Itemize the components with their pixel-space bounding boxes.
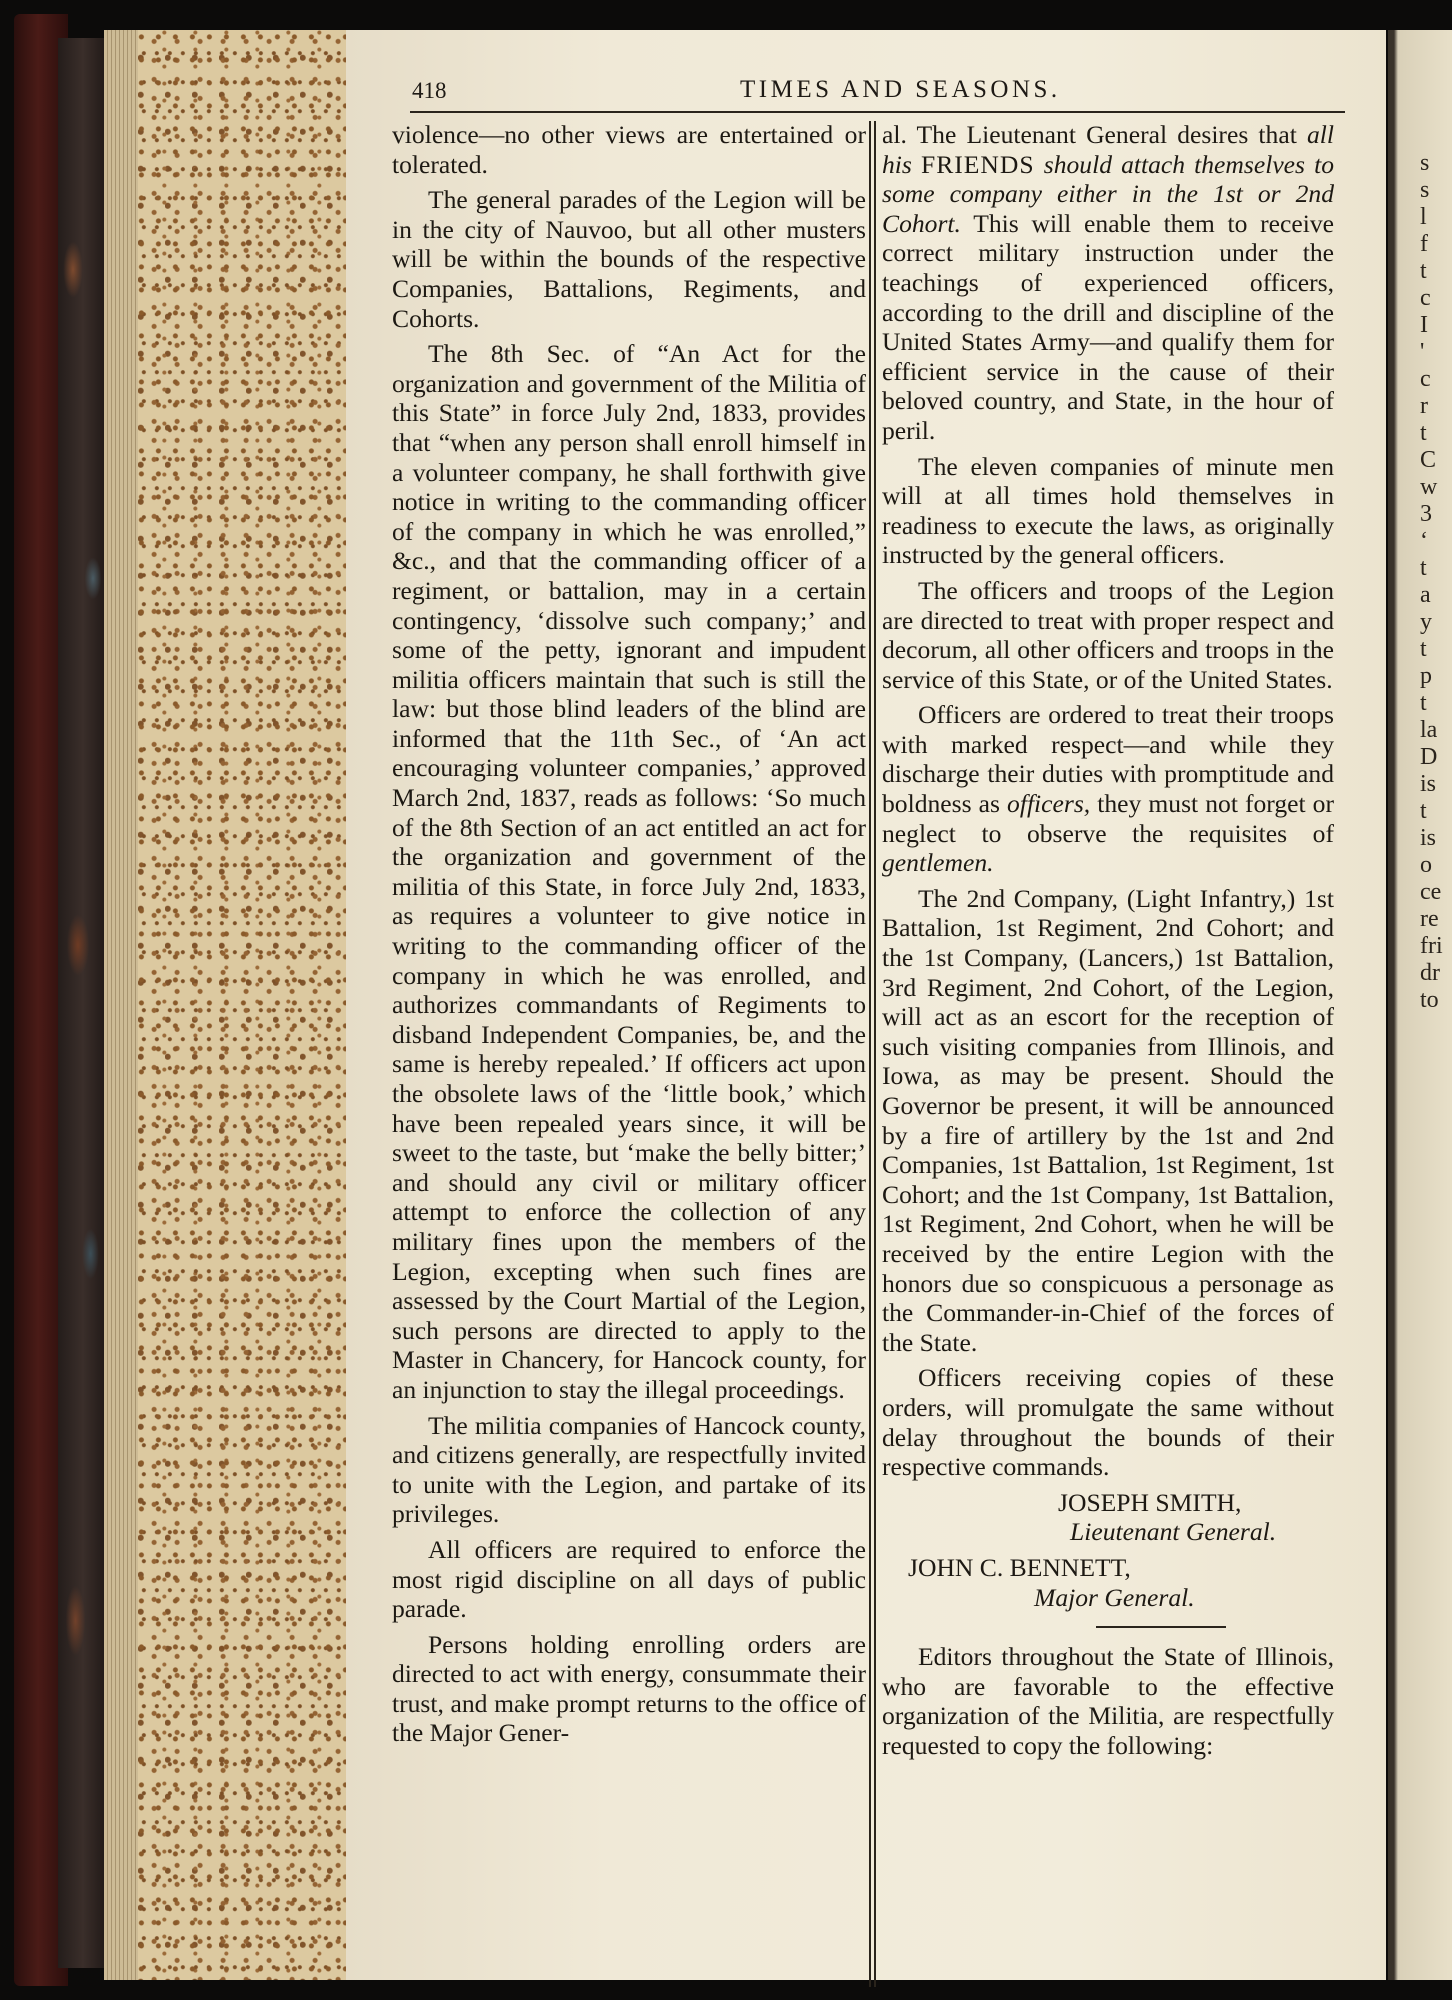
signer-name: JOHN C. BENNETT,	[908, 1552, 1131, 1582]
adjacent-page-fragment: 3	[1420, 501, 1432, 527]
small-caps-run: FRIENDS	[920, 149, 1035, 179]
adjacent-page-fragment: '	[1420, 339, 1425, 365]
paragraph: Persons holding enrolling orders are directed to act with energy, consummate their trust, and make prompt returns to the office of the Major Gener-	[392, 1629, 866, 1748]
adjacent-page-fragment: o	[1420, 852, 1432, 878]
italic-run: should attach themselves to some company either in the 1st or 2nd Cohort.	[882, 149, 1334, 238]
adjacent-page-fragment: ‘	[1420, 528, 1428, 554]
adjacent-page-fragment: c	[1420, 366, 1431, 392]
paragraph: The general parades of the Legion will be in the city of Nauvoo, but all other musters will be within the bounds of the respective Companies, Battalions, Regiments, and Cohorts.	[392, 185, 866, 333]
adjacent-page-fragment: I	[1420, 312, 1428, 338]
adjacent-page-fragment: f	[1420, 231, 1428, 257]
paragraph: Editors throughout the State of Illinois, who are favorable to the effective organization of the Militia, are respectfully requested to copy the following:	[882, 1642, 1334, 1760]
adjacent-page-fragment: r	[1420, 393, 1428, 419]
adjacent-page-fragment: D	[1420, 744, 1438, 770]
signer-title: Major General.	[1034, 1582, 1195, 1612]
text-run: they must not forget or neglect to observe the requisites of	[882, 789, 1334, 848]
signer-name: JOSEPH SMITH,	[1058, 1487, 1242, 1517]
adjacent-page-fragments	[1420, 150, 1452, 1900]
adjacent-page-fragment: s	[1420, 177, 1430, 203]
adjacent-page-fragment: p	[1420, 663, 1432, 689]
adjacent-page-fragment: is	[1420, 825, 1437, 851]
adjacent-page-fragment: dr	[1420, 960, 1440, 986]
italic-run: officers,	[1007, 789, 1091, 819]
page-number: 418	[412, 78, 447, 103]
foxed-margin	[138, 30, 346, 1980]
paragraph: violence—no other views are entertained or tolerated.	[392, 120, 866, 179]
adjacent-page-fragment: is	[1420, 771, 1437, 797]
adjacent-page-fragment: t	[1420, 258, 1427, 284]
right-column	[882, 120, 1334, 1990]
adjacent-page-fragment: t	[1420, 690, 1427, 716]
paragraph	[882, 700, 1334, 878]
adjacent-page-fragment: t	[1420, 798, 1427, 824]
paragraph	[882, 120, 1334, 446]
text-run: Officers are ordered to treat their troops with marked respect—and while they discharge their duties with promptitude and boldness as	[882, 700, 1334, 819]
paragraph: The 8th Sec. of “An Act for the organization and government of the Militia of this State” in force July 2nd, 1833, provides that “when any person shall enroll himself in a volunteer company, he shall forthwith give notice in writing to the commanding officer of the company in which he was enrolled,” &c., and that the commanding officer of a regiment, or battalion, may in a certain contingency, ‘dissolve such company;’ and some of the petty, ignorant and impudent militia officers maintain that such is still the law: but those blind leaders of the blind are informed that the 11th Sec., of ‘An act encouraging volunteer companies,’ approved March 2nd, 1837, reads as follows: ‘So much of the 8th Section of an act entitled an act for the organization and government of the militia of this State, in force July 2nd, 1833, as requires a volunteer to give notice in writing to the commanding officer of the company in which he was enrolled, and authorizes commandants of Regiments to disband Independent Companies, be, and the same is hereby repealed.’ If officers act upon the obsolete laws of the ‘little book,’ which have been repealed years since, it will be sweet to the taste, but ‘make the belly bitter;’ and should any civil or military officer attempt to enforce the collection of any military fines upon the members of the Legion, excepting when such fines are assessed by the Court Martial of the Legion, such persons are directed to apply to the Master in Chancery, for Hancock county, for an injunction to stay the illegal proceedings.	[392, 339, 866, 1404]
signer-title: Lieutenant General.	[1070, 1517, 1277, 1547]
adjacent-page-fragment: s	[1420, 150, 1430, 176]
adjacent-page-fragment: t	[1420, 636, 1427, 662]
text-run: al. The Lieutenant General desires that	[882, 120, 1297, 149]
paragraph: The officers and troops of the Legion are directed to treat with proper respect and decorum, all other officers and troops in the service of this State, or of the United States.	[882, 575, 1334, 694]
adjacent-page-fragment: a	[1420, 582, 1431, 608]
adjacent-page-fragment: C	[1420, 447, 1437, 473]
adjacent-page-fragment: t	[1420, 420, 1427, 446]
adjacent-page-fragment: ce	[1420, 879, 1442, 905]
italic-run: all his	[882, 120, 1334, 179]
adjacent-page-fragment: la	[1420, 717, 1438, 743]
adjacent-page-fragment: fri	[1420, 933, 1443, 959]
gutter-page-edges	[104, 30, 140, 1980]
adjacent-page-fragment: re	[1420, 906, 1439, 932]
paragraph: All officers are required to enforce the most rigid discipline on all days of public parade.	[392, 1534, 866, 1624]
adjacent-page-fragment: to	[1420, 987, 1439, 1013]
column-rule-right	[874, 121, 876, 1987]
adjacent-page-fragment: c	[1420, 285, 1431, 311]
text-run: This will enable them to receive correct military instruction under the teachings of experienced officers, according to the drill and discipline of the United States Army—and qualify them for efficient service in the cause of their beloved country, and State, in the hour of peril.	[882, 208, 1334, 445]
italic-run: gentlemen.	[882, 848, 994, 878]
running-title: TIMES AND SEASONS.	[740, 76, 1061, 103]
paragraph: The militia companies of Hancock county, and citizens generally, are respectfully invited to unite with the Legion, and partake of its privileges.	[392, 1410, 866, 1529]
header-rule	[410, 111, 1345, 113]
marbled-endpaper	[58, 38, 108, 1968]
adjacent-page-fragment: t	[1420, 555, 1427, 581]
paragraph: Officers receiving copies of these orders, will promulgate the same without delay throughout the bounds of their respective commands.	[882, 1363, 1334, 1482]
adjacent-page-fragment: l	[1420, 204, 1427, 230]
adjacent-page-fragment: y	[1420, 609, 1432, 635]
paragraph: The 2nd Company, (Light Infantry,) 1st Battalion, 1st Regiment, 2nd Cohort; and the 1st Company, (Lancers,) 1st Battalion, 3rd Regiment, 2nd Cohort, of the Legion, will act as an escort for the reception of such visiting companies from Illinois, and Iowa, as may be present. Should the Governor be present, it will be announced by a fire of artillery by the 1st and 2nd Companies, 1st Battalion, 1st Regiment, 1st Cohort; and the 1st Company, 1st Battalion, 1st Regiment, 2nd Cohort, when he will be received by the entire Legion with the honors due so conspicuous a personage as the Commander-in-Chief of the forces of the State.	[882, 883, 1334, 1357]
left-column	[392, 120, 866, 1990]
section-rule	[1096, 1626, 1226, 1628]
column-rule-left	[869, 121, 871, 1987]
adjacent-page-fragment: w	[1420, 474, 1438, 500]
paragraph: The eleven companies of minute men will at all times hold themselves in readiness to execute the laws, as originally instructed by the general officers.	[882, 451, 1334, 570]
